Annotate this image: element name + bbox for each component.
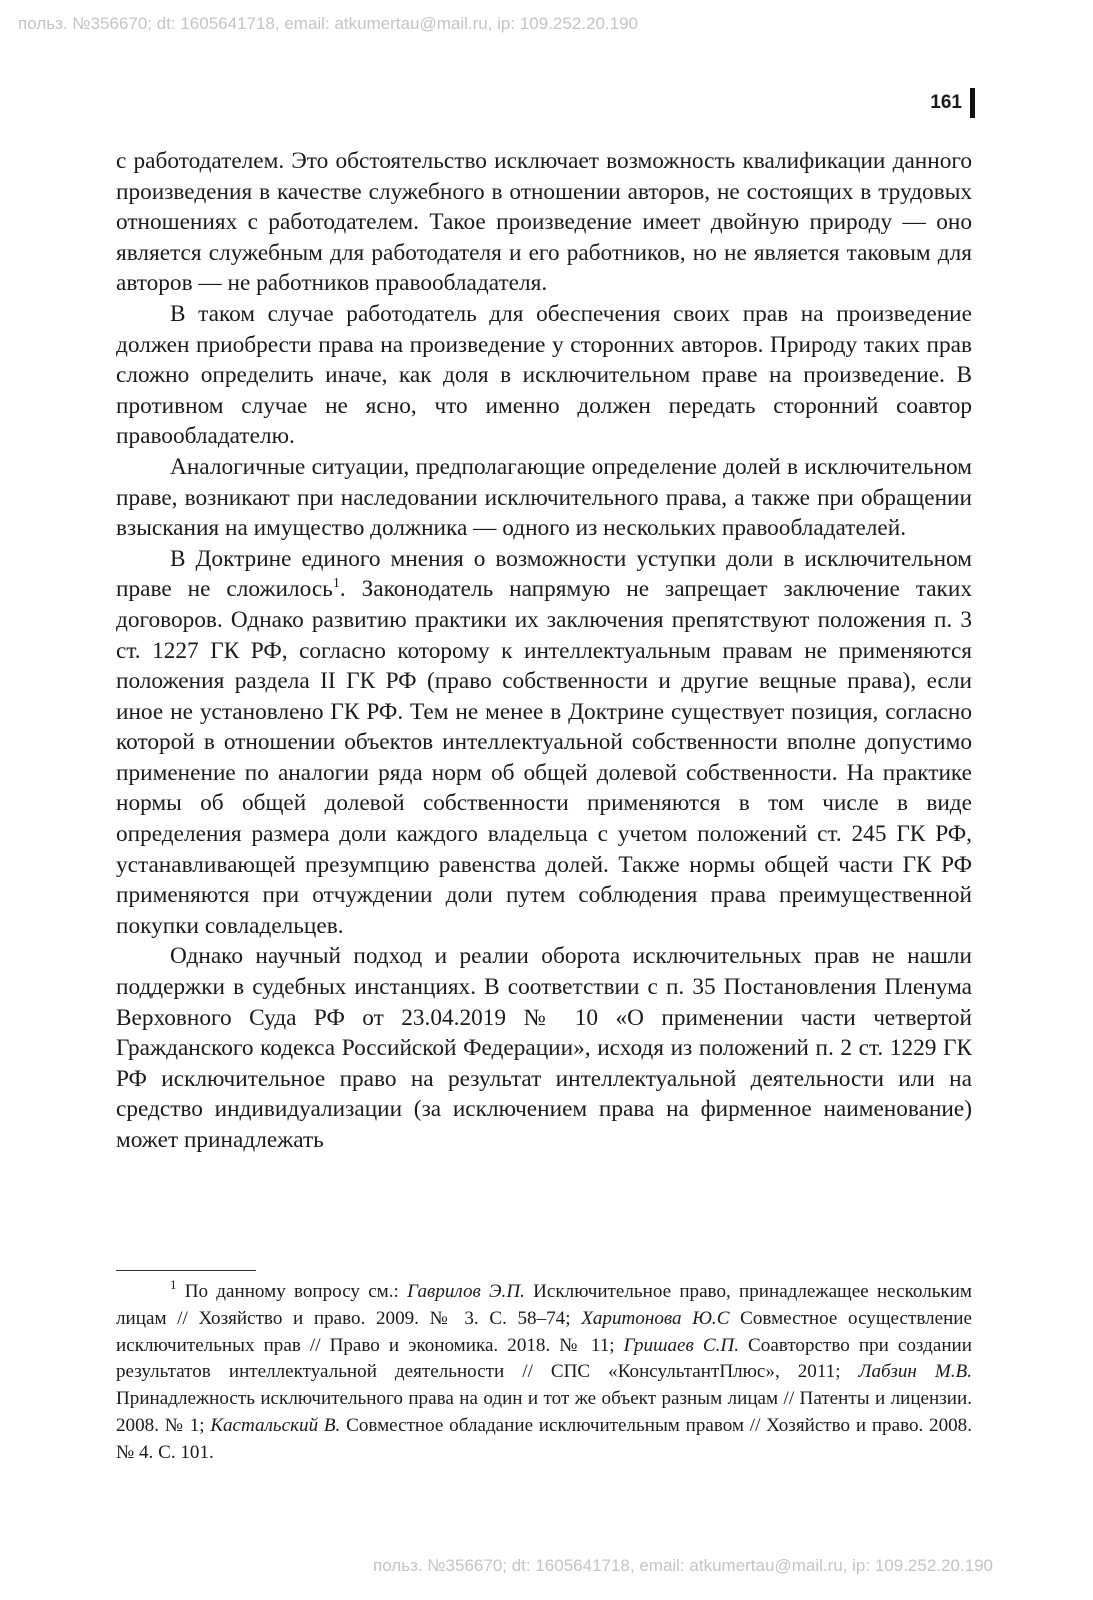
page-number: 161 bbox=[930, 92, 962, 113]
footnote-author: Гришаев С.П. bbox=[623, 1334, 739, 1356]
footnotes bbox=[116, 1276, 973, 1467]
paragraph-4 bbox=[116, 544, 972, 942]
footnote-text: Принадлежность исключительного права на один и тот же объект разным лицам // Патенты и лицензии. 2008. № 1; bbox=[116, 1388, 972, 1436]
footnote-text: Исключительное право, принадлежащее нескольким лицам // Хозяйство и право. 2009. № 3. С. 58–74; bbox=[116, 1281, 973, 1329]
paragraph-3: Аналогичные ситуации, предполагающие определение долей в исключительном праве, возникают при наследовании исключительного права, а также при обращении взыскания на имущество должника — одного из нескольких правообладателей. bbox=[116, 453, 972, 542]
page-header bbox=[930, 88, 975, 118]
main-text bbox=[116, 146, 972, 1156]
paragraph-1: с работодателем. Это обстоятельство исключает возможность квалификации данного произведения в качестве служебного в отношении авторов, не состоящих в трудовых отношениях с работодателем. Такое произведение имеет двойную природу — оно является служебным для работодателя и его работников, но не является таковым для авторов — не работников правообладателя. bbox=[116, 148, 972, 297]
footnote-text: Соавторство при создании результатов интеллектуальной деятельности // СПС «КонсультантПлюс», 2011; bbox=[116, 1334, 972, 1383]
footnote-author: Гаврилов Э.П. bbox=[407, 1281, 525, 1302]
paragraph-4-part-a: В Доктрине единого мнения о возможности уступки доли в исключительном праве не сложилось bbox=[116, 545, 972, 603]
paragraph-4-part-b: . Законодатель напрямую не запрещает заключение таких договоров. Однако развитию практики их заключения препятствуют положения п. 3 ст. 1227 ГК РФ, согласно которому к интеллектуальным правам не применяются положения раздела II ГК РФ (право собственности и другие вещные права), если иное не установлено ГК РФ. Тем не менее в Доктрине существует позиция, согласно которой в отношении объектов интеллектуальной собственности вполне допустимо применение по аналогии ряда норм об общей долевой собственности. На практике нормы об общей долевой собственности применяются в том числе в виде определения размера доли каждого владельца с учетом положений ст. 245 ГК РФ, устанавливающей презумпцию равенства долей. Также нормы общей части ГК РФ применяются при отчуждении доли путем соблюдения права преимущественной покупки совладельцев. bbox=[116, 576, 972, 939]
paragraph-5: Однако научный подход и реалии оборота исключительных прав не нашли поддержки в судебных инстанциях. В соответствии с п. 35 Постановления Пленума Верховного Суда РФ от 23.04.2019 № 10 «О применении части четвертой Гражданского кодекса Российской Федерации», исходя из положений п. 2 ст. 1229 ГК РФ исключительное право на результат интеллектуальной деятельности или на средство индивидуализации (за исключением права на фирменное наименование) может принадлежать bbox=[116, 943, 972, 1153]
footnote-1 bbox=[116, 1276, 973, 1467]
footnote-number: 1 bbox=[170, 1276, 177, 1292]
watermark-top: польз. №356670; dt: 1605641718, email: atkumertau@mail.ru, ip: 109.252.20.190 bbox=[18, 14, 639, 33]
footnote-separator bbox=[116, 1270, 256, 1271]
paragraph-2: В таком случае работодатель для обеспечения своих прав на произведение должен приобрести права на произведение у сторонних авторов. Природу таких прав сложно определить иначе, как доля в исключительном праве на произведение. В противном случае не ясно, что именно должен передать сторонний соавтор правообладателю. bbox=[116, 300, 972, 450]
footnote-text: Совместное обладание исключительным правом // Хозяйство и право. 2008. № 4. С. 101. bbox=[116, 1414, 972, 1463]
footnote-author: Харитонова Ю.С bbox=[581, 1307, 730, 1329]
watermark-bottom: польз. №356670; dt: 1605641718, email: atkumertau@mail.ru, ip: 109.252.20.190 bbox=[373, 1556, 994, 1575]
footnote-text: Совместное осуществление исключительных прав // Право и экономика. 2018. № 11; bbox=[116, 1307, 972, 1356]
footnote-text: По данному вопросу см.: bbox=[176, 1281, 408, 1302]
footnote-author: Кастальский В. bbox=[210, 1414, 341, 1436]
page-number-bar bbox=[970, 88, 975, 118]
footnote-author: Лабзин М.В. bbox=[858, 1361, 972, 1383]
footnote-ref-1[interactable]: 1 bbox=[332, 575, 340, 591]
